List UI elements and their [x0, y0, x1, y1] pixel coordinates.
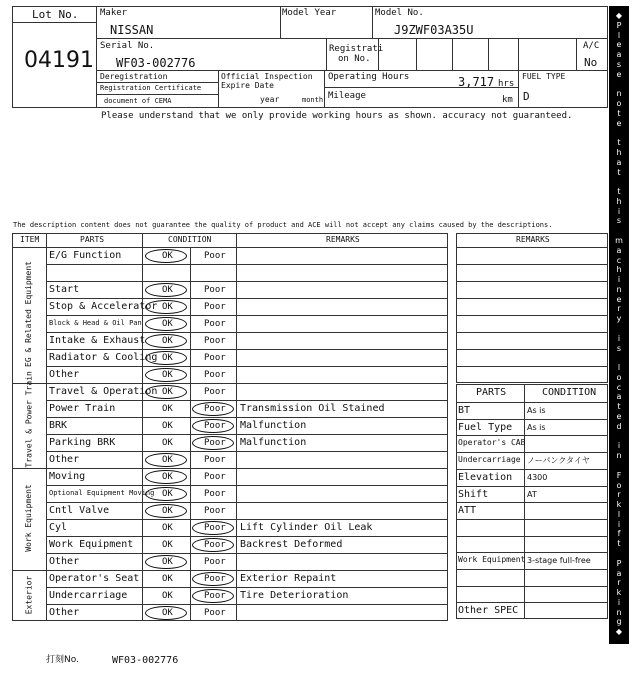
serial-label: Serial No. [100, 41, 155, 51]
inspection-label-2: Expire Date [221, 81, 274, 90]
spec-part: Elevation [458, 471, 513, 483]
hours-notice: Please understand that we only provide working hours as shown. accuracy not guaranteed. [101, 111, 573, 121]
km-label: km [502, 95, 513, 105]
ok-option: OK [162, 506, 173, 516]
month-label: month [302, 96, 324, 104]
condition-circle[interactable] [192, 419, 234, 433]
side-note-char: g [616, 617, 622, 627]
spec-part: Undercarriage [458, 455, 521, 465]
condition-circle[interactable] [145, 317, 187, 331]
part-name: Travel & Operation [49, 386, 158, 397]
condition-circle[interactable] [145, 453, 187, 467]
side-note-char: e [616, 40, 622, 50]
part-name: Optional Equipment Moving [49, 489, 155, 497]
part-name: Other [49, 556, 80, 567]
spec-value: As is [527, 422, 546, 432]
ok-option: OK [162, 370, 173, 380]
ok-option: OK [162, 387, 173, 397]
spec-part: Shift [458, 488, 489, 500]
side-note-char: a [616, 157, 622, 167]
remark-text: Tire Deterioration [240, 590, 349, 601]
condition-circle[interactable] [145, 368, 187, 382]
lot-number: 04191 [24, 48, 94, 73]
side-note-char: f [617, 529, 621, 539]
ok-option: OK [162, 608, 173, 618]
spec-value: 4300 [527, 472, 548, 482]
remark-text: Malfunction [240, 437, 307, 448]
ok-option: OK [162, 574, 173, 584]
operating-hours-value: 3,717 [458, 75, 495, 89]
part-name: BRK [49, 420, 68, 431]
poor-option: Poor [204, 472, 226, 482]
remark-text: Backrest Deformed [240, 539, 343, 550]
footer-label: 打刻No. [46, 655, 79, 665]
side-note-char: d [616, 421, 622, 431]
model-no-value: J9ZWF03A35U [394, 23, 474, 37]
poor-option: Poor [204, 489, 226, 499]
side-note-char: s [616, 59, 622, 69]
spec-value: ノーパンクタイヤ [527, 456, 590, 466]
condition-circle[interactable] [145, 283, 187, 297]
ok-option: OK [162, 251, 173, 261]
part-name: Work Equipment [49, 539, 134, 550]
operating-hours-label: Operating Hours [328, 72, 410, 82]
ok-option: OK [162, 353, 173, 363]
side-note-char: o [616, 99, 622, 109]
side-note-char: l [617, 30, 621, 40]
poor-option: Poor [204, 285, 226, 295]
side-note-char: P [616, 20, 622, 30]
spec-value: As is [527, 406, 546, 415]
condition-circle[interactable] [145, 334, 187, 348]
condition-circle[interactable] [145, 555, 187, 569]
side-note-char: i [617, 597, 621, 607]
side-note-char: h [616, 265, 622, 275]
group-label: Travel & Power Train [24, 370, 33, 467]
model-no-label: Model No. [375, 8, 424, 18]
maker-label: Maker [100, 8, 128, 18]
side-note-char: l [617, 509, 621, 519]
side-note-char: i [617, 441, 621, 451]
condition-circle[interactable] [145, 385, 187, 399]
maker-value: NISSAN [110, 23, 154, 37]
side-note-char: n [616, 284, 622, 294]
side-note-banner [609, 6, 629, 644]
remark-text: Transmission Oil Stained [240, 403, 385, 414]
side-note-char: r [617, 490, 621, 500]
side-note-char: i [617, 275, 621, 285]
part-name: Other [49, 607, 80, 618]
side-note-char: a [616, 245, 622, 255]
poor-option: Poor [204, 523, 226, 533]
condition-circle[interactable] [192, 436, 234, 450]
cema-label: document of CEMA [104, 97, 172, 105]
side-note-char: i [617, 206, 621, 216]
remark-text: Exterior Repaint [240, 573, 337, 584]
side-note-char: a [616, 568, 622, 578]
spec-part: Other SPEC [458, 605, 519, 617]
poor-option: Poor [204, 302, 226, 312]
part-name: Undercarriage [49, 590, 128, 601]
remark-text: Malfunction [240, 420, 307, 431]
side-note-char: n [616, 607, 622, 617]
side-note-char: t [617, 167, 621, 177]
fuel-type-value: D [523, 90, 530, 103]
side-note-char: t [617, 138, 621, 148]
footer-serial: WF03-002776 [112, 655, 179, 666]
part-name: Moving [49, 471, 86, 482]
poor-option: Poor [204, 421, 226, 431]
ok-option: OK [162, 336, 173, 346]
spec-part: Fuel Type [458, 421, 513, 433]
registration-label: Registrati [329, 44, 384, 54]
condition-circle[interactable] [145, 470, 187, 484]
year-label: year [260, 95, 280, 104]
header-remarks: REMARKS [326, 235, 360, 244]
poor-option: Poor [204, 319, 226, 329]
lot-label: Lot No. [32, 8, 79, 21]
mileage-label: Mileage [328, 91, 366, 101]
side-note-char: y [616, 314, 622, 324]
ok-option: OK [162, 285, 173, 295]
poor-option: Poor [204, 404, 226, 414]
condition-circle[interactable] [145, 504, 187, 518]
header-item: ITEM [20, 235, 40, 244]
side-note-char: o [616, 480, 622, 490]
side-note-char: s [616, 216, 622, 226]
condition-circle[interactable] [192, 402, 234, 416]
spec-part: Work Equipment [458, 555, 526, 565]
part-name: Cntl Valve [49, 505, 110, 516]
header-parts: PARTS [80, 235, 105, 244]
part-name: Block & Head & Oil Pan [49, 319, 142, 327]
side-note-char: o [616, 372, 622, 382]
ok-option: OK [162, 302, 173, 312]
part-name: Intake & Exhaust [49, 335, 146, 346]
spec-part: Operator's CAB [458, 438, 526, 448]
ok-option: OK [162, 455, 173, 465]
part-name: Start [49, 284, 80, 295]
hrs-label: hrs [498, 79, 515, 89]
side-note-char: r [617, 304, 621, 314]
condition-circle[interactable] [192, 521, 234, 535]
condition-circle[interactable] [145, 300, 187, 314]
side-note-char: n [616, 89, 622, 99]
side-note-char: e [616, 69, 622, 79]
side-note-char: k [616, 500, 622, 510]
side-note-char: a [616, 392, 622, 402]
side-note-char: c [616, 382, 622, 392]
group-label: Exterior [24, 575, 33, 614]
side-note-char: ◆ [615, 11, 623, 20]
condition-circle[interactable] [145, 606, 187, 620]
part-name: Radiator & Cooling [49, 352, 158, 363]
poor-option: Poor [204, 540, 226, 550]
poor-option: Poor [204, 557, 226, 567]
side-note-char: m [615, 235, 623, 245]
registration-certificate-label: Registration Certificate [100, 84, 202, 92]
poor-option: Poor [204, 455, 226, 465]
condition-circle[interactable] [145, 487, 187, 501]
spec-part: ATT [458, 505, 477, 517]
part-name: E/G Function [49, 250, 122, 261]
part-name: Other [49, 454, 80, 465]
condition-circle[interactable] [192, 589, 234, 603]
poor-option: Poor [204, 370, 226, 380]
ac-value: No [584, 56, 598, 69]
poor-option: Poor [204, 506, 226, 516]
side-note-char: k [616, 588, 622, 598]
side-note-char: i [617, 333, 621, 343]
poor-option: Poor [204, 353, 226, 363]
disclaimer: The description content does not guarantee the quality of product and ACE will not accept any claims caused by the descriptions. [13, 221, 553, 229]
condition-circle[interactable] [145, 249, 187, 263]
ac-label: A/C [583, 41, 600, 51]
remark-text: Lift Cylinder Oil Leak [240, 522, 373, 533]
ok-option: OK [162, 540, 173, 550]
side-note-char: n [616, 451, 622, 461]
serial-value: WF03-002776 [116, 56, 196, 70]
spec-header-condition: CONDITION [542, 387, 597, 398]
side-note-char: c [616, 255, 622, 265]
ok-option: OK [162, 557, 173, 567]
side-note-char: t [617, 108, 621, 118]
side-note-char: e [616, 412, 622, 422]
poor-option: Poor [204, 574, 226, 584]
header-condition: CONDITION [168, 235, 212, 244]
poor-option: Poor [204, 438, 226, 448]
condition-circle[interactable] [192, 572, 234, 586]
registration-label-2: on No. [338, 54, 371, 64]
poor-option: Poor [204, 251, 226, 261]
spec-value: 3-stage full-free [527, 556, 591, 566]
model-year-label: Model Year [282, 8, 337, 18]
condition-circle[interactable] [192, 538, 234, 552]
part-name: Parking BRK [49, 437, 116, 448]
ok-option: OK [162, 319, 173, 329]
part-name: Power Train [49, 403, 116, 414]
side-note-char: t [617, 187, 621, 197]
inspection-label: Official Inspection [221, 72, 313, 81]
side-note-char: h [616, 196, 622, 206]
part-name: Cyl [49, 522, 68, 533]
part-name: Stop & Accelerator [49, 301, 158, 312]
side-note-char: l [617, 363, 621, 373]
side-note-char: h [616, 147, 622, 157]
poor-option: Poor [204, 608, 226, 618]
fuel-type-label: FUEL TYPE [522, 72, 566, 81]
poor-option: Poor [204, 387, 226, 397]
side-note-char: e [616, 294, 622, 304]
side-note-char: ◆ [615, 627, 623, 637]
group-label: EG & Related Equipment [24, 261, 33, 367]
side-note-char: i [617, 519, 621, 529]
spec-value: AT [527, 489, 537, 499]
ok-option: OK [162, 489, 173, 499]
ok-option: OK [162, 591, 173, 601]
poor-option: Poor [204, 591, 226, 601]
side-note-char: s [616, 343, 622, 353]
side-note-char: t [617, 402, 621, 412]
side-note-char: r [617, 578, 621, 588]
side-note-char: P [616, 558, 622, 568]
spec-part: BT [458, 405, 471, 416]
part-name: Other [49, 369, 80, 380]
group-label: Work Equipment [24, 484, 33, 552]
ok-option: OK [162, 404, 173, 414]
ok-option: OK [162, 523, 173, 533]
ok-option: OK [162, 472, 173, 482]
ok-option: OK [162, 421, 173, 431]
header-remarks-right: REMARKS [516, 235, 550, 244]
part-name: Operator's Seat [49, 573, 140, 584]
spec-header-parts: PARTS [476, 387, 507, 398]
condition-circle[interactable] [145, 351, 187, 365]
side-note-char: F [616, 470, 622, 480]
side-note-char: e [616, 118, 622, 128]
side-note-char: t [617, 539, 621, 549]
deregistration-label: Deregistration [100, 72, 168, 81]
ok-option: OK [162, 438, 173, 448]
side-note-char: a [616, 50, 622, 60]
poor-option: Poor [204, 336, 226, 346]
